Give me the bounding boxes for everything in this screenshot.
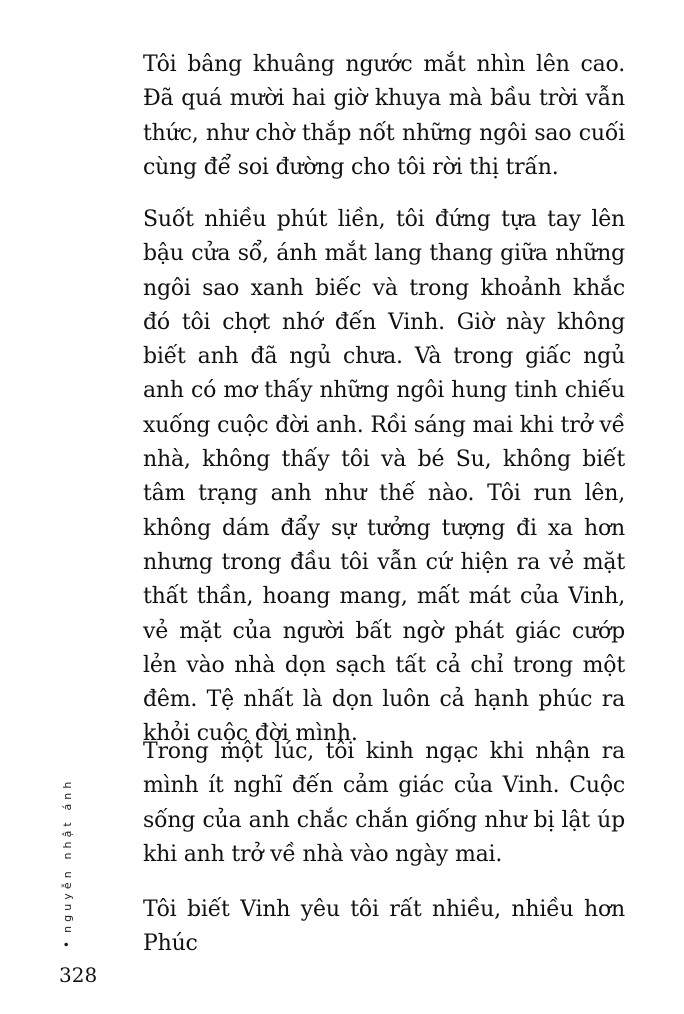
page-number: 328 (59, 963, 98, 987)
bullet-dot: • (60, 940, 74, 948)
paragraph-4: Tôi biết Vinh yêu tôi rất nhiều, nhiều hơn Phúc (143, 897, 625, 957)
paragraph-2: Suốt nhiều phút liền, tôi đứng tựa tay lên bậu cửa sổ, ánh mắt lang thang giữa những ngôi sao xanh biếc và trong khoảnh khắc đó tôi chợt nhớ đến Vinh. Giờ này không biết anh đã ngủ chưa. Và trong giấc ngủ anh có mơ thấy những ngôi hung tinh chiếu xuống cuộc đời anh. Rồi sáng mai khi trở về nhà, không thấy tôi và bé Su, không biết tâm trạng anh như thế nào. Tôi run lên, không dám đẩy sự tưởng tượng đi xa hơn nhưng trong đầu tôi vẫn cứ hiện ra vẻ mặt thất thần, hoang mang, mất mát của Vinh, vẻ mặt của người bất ngờ phát giác cướp lẻn vào nhà dọn sạch tất cả chỉ trong một đêm. Tệ nhất là dọn luôn cả hạnh phúc ra khỏi cuộc đời mình. (143, 207, 625, 747)
paragraph-1: Tôi bâng khuâng ngước mắt nhìn lên cao. Đã quá mười hai giờ khuya mà bầu trời vẫn thức, như chờ thắp nốt những ngôi sao cuối cùng để soi đường cho tôi rời thị trấn. (143, 52, 625, 180)
running-head (60, 778, 74, 948)
author-name: nguyễn nhật ánh (61, 777, 74, 933)
paragraph-3: Trong một lúc, tôi kinh ngạc khi nhận ra mình ít nghĩ đến cảm giác của Vinh. Cuộc sống của anh chắc chắn giống như bị lật úp khi anh trở về nhà vào ngày mai. (143, 739, 625, 867)
